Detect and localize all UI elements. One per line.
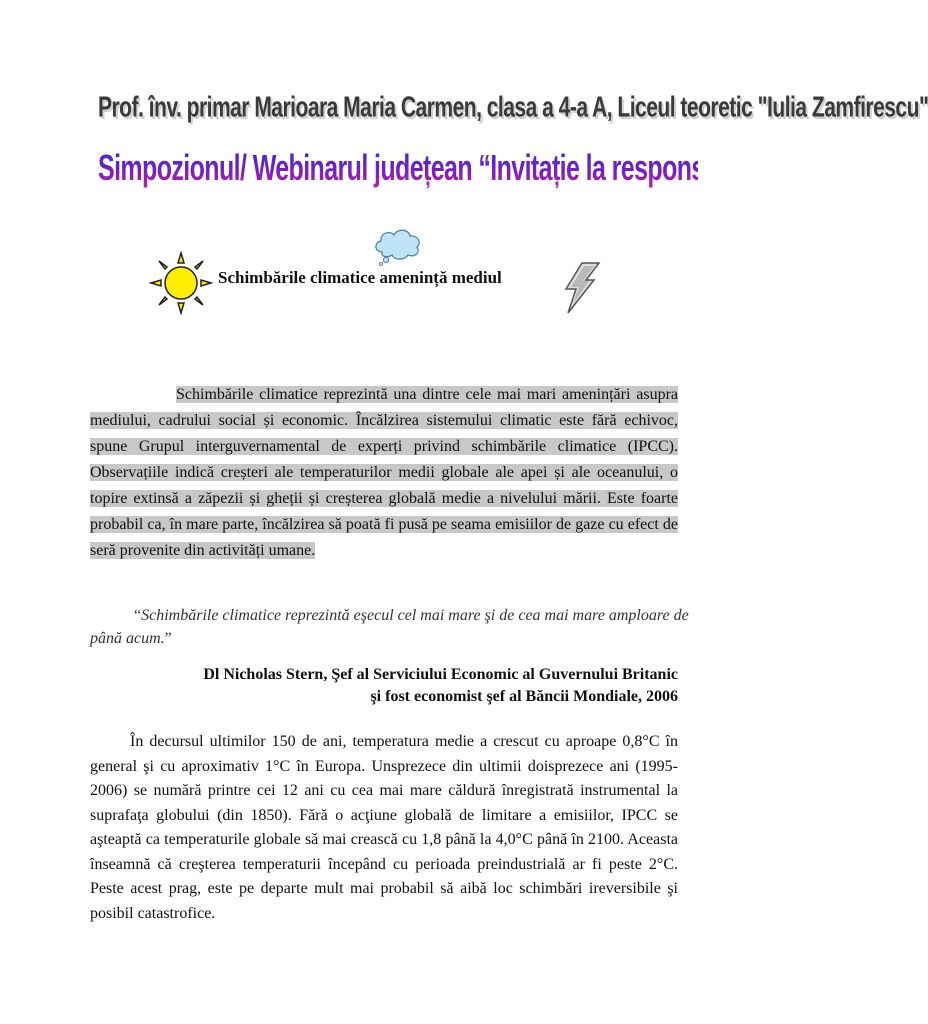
sun-icon	[150, 252, 212, 314]
quote-attribution	[90, 664, 678, 708]
quote-block	[90, 604, 690, 650]
quote-open-mark: “	[134, 607, 142, 624]
highlighted-text: Schimbările climatice reprezintă una dintre cele mai mari amenințări asupra mediului, cadrului social și economic. Încălzirea sistemului climatic este fără echivoc, spune Grupul interguvernamental de experți privind schimbările climatice (IPCC). Observațiile indică creșteri ale temperaturilor medii globale ale apei și ale oceanului, o topire extinsă a zăpezii și gheții și creșterea globală medie a nivelului mării. Este foarte probabil ca, în mare parte, încălzirea să poată fi pusă pe seama emisiilor de gaze cu efect de seră provenite din activități umane.	[90, 386, 678, 559]
thought-cloud-icon	[372, 226, 424, 266]
author-header: Prof. înv. primar Marioara Maria Carmen, clasa a 4-a A, Liceul teoretic "Iulia Zamfirescu"	[98, 92, 928, 124]
temperature-paragraph	[90, 730, 678, 926]
intro-paragraph	[90, 382, 678, 564]
quote-close-mark: ”	[164, 630, 172, 647]
event-title: Simpozionul/ Webinarul județean “Invitație la responsabilitate! “	[98, 148, 820, 189]
article-subtitle: Schimbările climatice amenință mediul	[218, 268, 502, 287]
attribution-line-2: şi fost economist şef al Băncii Mondiale, 2006	[370, 688, 678, 705]
attribution-line-1: Dl Nicholas Stern, Şef al Serviciului Economic al Guvernului Britanic	[203, 666, 678, 683]
paragraph-text: În decursul ultimilor 150 de ani, temperatura medie a crescut cu aproape 0,8°C în general şi cu aproximativ 1°C în Europa. Unsprezece din ultimii doisprezece ani (1995-2006) se numără printre cei 12 ani cu cea mai mare căldură înregistrată instrumental la suprafaţa globului (din 1850). Fără o acţiune globală de limitare a emisiilor, IPCC se aşteaptă ca temperaturile globale să mai crească cu 1,8 până la 4,0°C până în 2100. Aceasta înseamnă că creşterea temperaturii începând cu perioada preindustrială ar fi peste 2°C. Peste acest prag, este pe departe mult mai probabil să aibă loc schimbări ireversibile şi posibil catastrofice.	[90, 733, 678, 922]
lightning-bolt-icon	[562, 262, 600, 314]
quote-text: Schimbările climatice reprezintă eşecul cel mai mare şi de cea mai mare amploare de până acum.	[90, 607, 689, 647]
